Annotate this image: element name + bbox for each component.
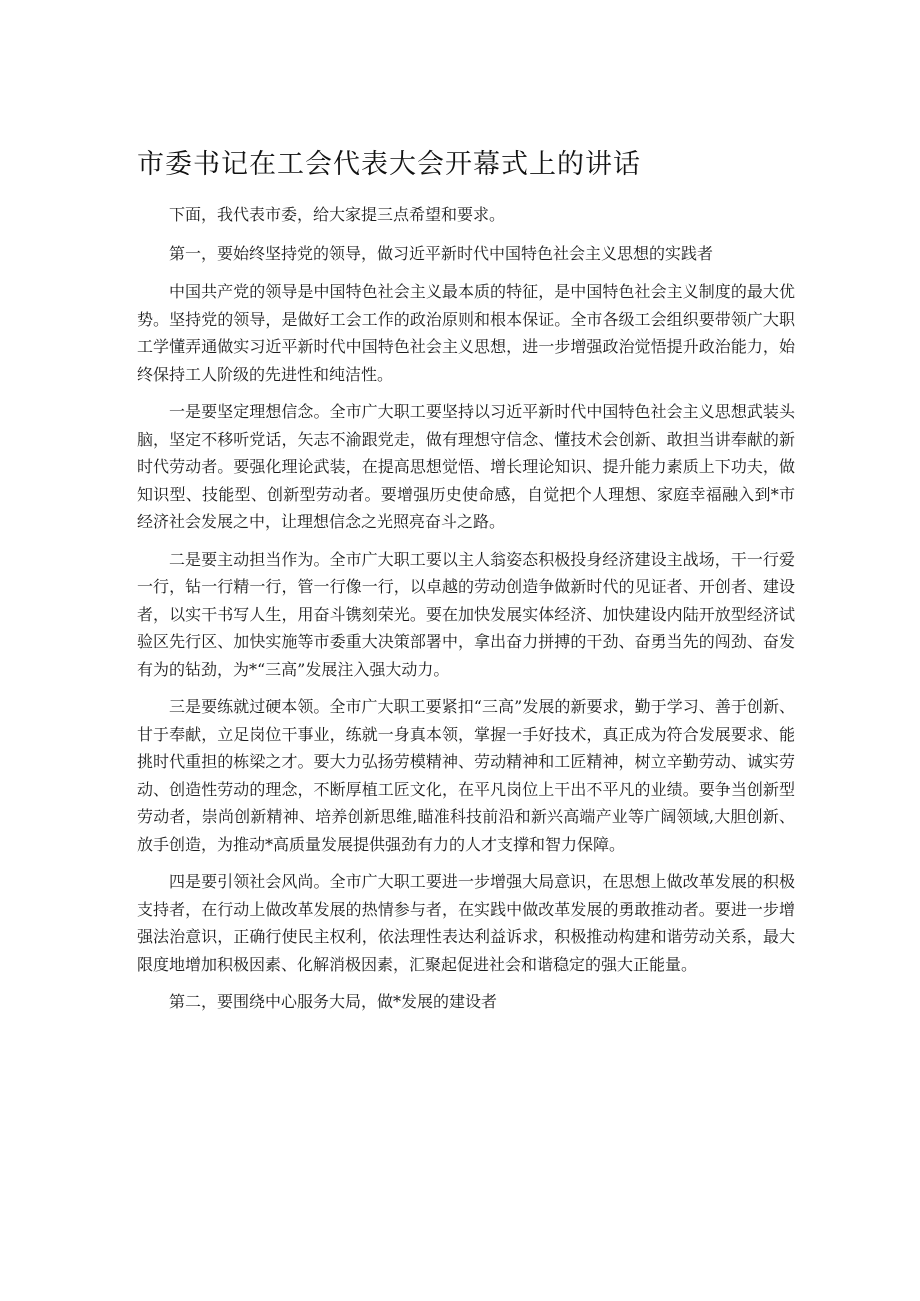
body-paragraph: 三是要练就过硬本领。全市广大职工要紧扣“三高”发展的新要求，勤于学习、善于创新、甘于奉献，立足岗位干事业，练就一身真本领，掌握一手好技术，真正成为符合发展要求、能挑时代重担的栋梁之才。要大力弘扬劳模精神、劳动精神和工匠精神，树立辛勤劳动、诚实劳动、创造性劳动的理念，不断厚植工匠文化，在平凡岗位上干出不平凡的业绩。要争当创新型劳动者，崇尚创新精神、培养创新思维,瞄准科技前沿和新兴高端产业等广阔领域,大胆创新、放手创造，为推动*高质量发展提供强劲有力的人才支撑和智力保障。 bbox=[137, 697, 795, 854]
document-body bbox=[137, 201, 795, 1027]
body-paragraph: 二是要主动担当作为。全市广大职工要以主人翁姿态积极投身经济建设主战场，干一行爱一行，钻一行精一行，管一行像一行，以卓越的劳动创造争做新时代的见证者、开创者、建设者，以实干书写人生，用奋斗镌刻荣光。要在加快发展实体经济、加快建设内陆开放型经济试验区先行区、加快实施等市委重大决策部署中，拿出奋力拼搏的干劲、奋勇当先的闯劲、奋发有为的钻劲，为*“三高”发展注入强大动力。 bbox=[137, 549, 795, 679]
section-heading-1: 第一，要始终坚持党的领导，做习近平新时代中国特色社会主义思想的实践者 bbox=[169, 243, 714, 263]
intro-paragraph: 下面，我代表市委，给大家提三点希望和要求。 bbox=[169, 205, 506, 224]
body-paragraph: 中国共产党的领导是中国特色社会主义最本质的特征，是中国特色社会主义制度的最大优势。坚持党的领导，是做好工会工作的政治原则和根本保证。全市各级工会组织要带领广大职工学懂弄通做实习近平新时代中国特色社会主义思想，进一步增强政治觉悟提升政治能力，始终保持工人阶级的先进性和纯洁性。 bbox=[137, 282, 795, 384]
body-paragraph: 四是要引领社会风尚。全市广大职工要进一步增强大局意识，在思想上做改革发展的积极支持者，在行动上做改革发展的热情参与者，在实践中做改革发展的勇敢推动者。要进一步增强法治意识，正确行使民主权利，依法理性表达利益诉求，积极推动构建和谐劳动关系，最大限度地增加积极因素、化解消极因素，汇聚起促进社会和谐稳定的强大正能量。 bbox=[137, 872, 795, 974]
body-paragraph: 一是要坚定理想信念。全市广大职工要坚持以习近平新时代中国特色社会主义思想武装头脑，坚定不移听党话，矢志不渝跟党走，做有理想守信念、懂技术会创新、敢担当讲奉献的新时代劳动者。要强化理论武装，在提高思想觉悟、增长理论知识、提升能力素质上下功夫，做知识型、技能型、创新型劳动者。要增强历史使命感，自觉把个人理想、家庭幸福融入到*市经济社会发展之中，让理想信念之光照亮奋斗之路。 bbox=[137, 402, 795, 531]
document-title: 市委书记在工会代表大会开幕式上的讲话 bbox=[137, 149, 641, 180]
section-heading-2: 第二，要围绕中心服务大局，做*发展的建设者 bbox=[169, 992, 498, 1011]
